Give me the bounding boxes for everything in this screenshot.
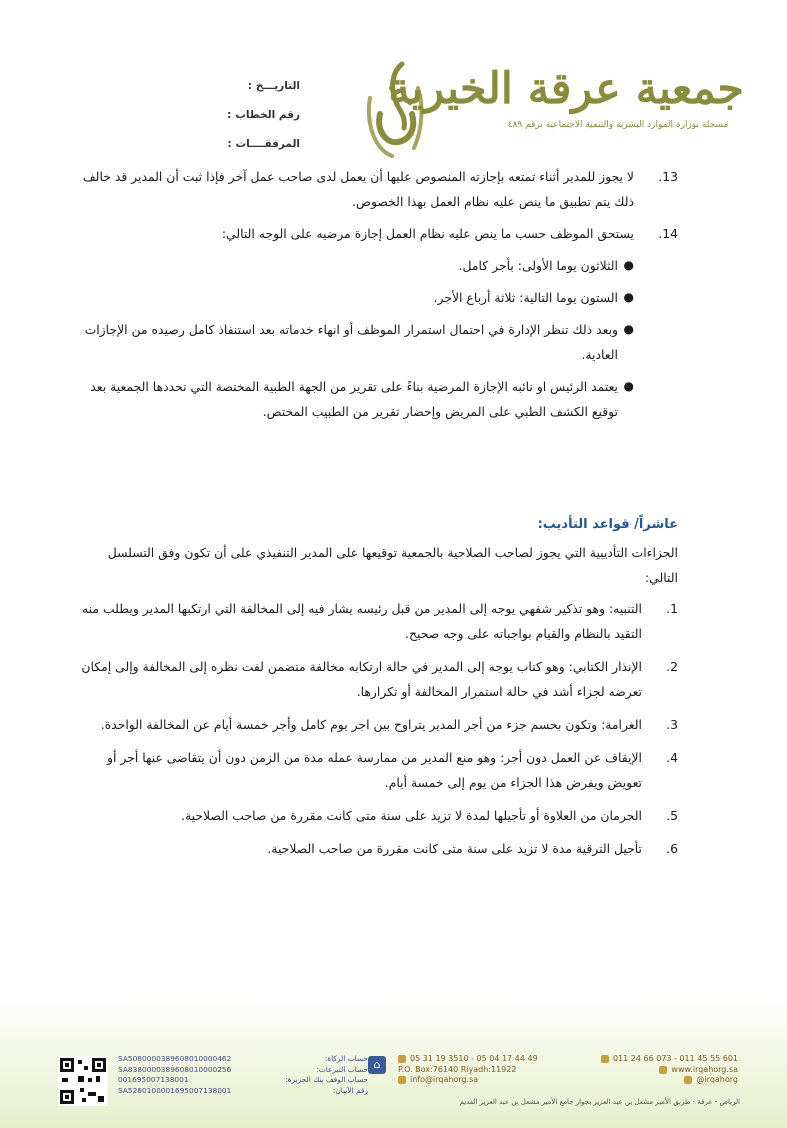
email-icon xyxy=(398,1076,406,1084)
organization-registration: مسجلة بوزارة الموارد البشرية والتنمية الاجتماعية برقم ٤٨٩ xyxy=(507,120,729,130)
penalty-item: 3. الغرامة: وتكون بحسم جزء من أجر المدير يتراوح بين اجر يوم كامل وأجر خمسة أيام عن المخالفة الواحدة. xyxy=(100,717,678,732)
bullet-item: ● يعتمد الرئيس او نائبه الإجازة المرضية بناءً على تقرير من الجهة الطبية المختصة التي تحددها الجمعية بعد توقيع الكشف الطبي على المريض وإحضار تقرير من الطبيب المختص. xyxy=(90,379,634,419)
contact-info: 05 31 19 3510 - 05 04 17 44 49 011 24 66 073 - 011 45 55 601 P.O. Box:76140 Riyadh:11922 www.irqahorg.sa info@irqahorg.sa @irqahorg xyxy=(398,1054,738,1084)
penalty-item: 2. الإنذار الكتابي: وهو كتاب يوجه إلى المدير في حالة ارتكابه مخالفة متضمن لفت نظره إلى المخالفة وإلى إمكان تعرضه لجزاء أشد في حالة استمرار المخالفة أو تكرارها. xyxy=(81,659,678,699)
penalty-item: 5. الحرمان من العلاوة أو تأجيلها لمدة لا تزيد على سنة متى كانت مقررة من صاحب الصلاحية. xyxy=(181,808,678,823)
letterhead xyxy=(0,0,787,165)
penalty-item: 1. التنبيه: وهو تذكير شفهي يوجه إلى المدير من قبل رئيسه يشار فيه إلى المخالفة التي ارتكبها المدير ويطلب منه التقيد بالنظام والقيام بواجباته على وجه صحيح. xyxy=(81,601,678,641)
account-row: SA8380000389608010000256 حساب التبرعات: xyxy=(118,1064,368,1074)
organization-address: الرياض - عرقة - طريق الأمير مشعل بن عبد العزيز بجوار جامع الأمير مشعل بن عبد العزيز القديم xyxy=(459,1098,740,1106)
attachments-field: المرفقــــات: xyxy=(227,138,300,150)
list-item: 13. لا يجوز للمدير أثناء تمتعه بإجازته المنصوص عليها أن يعمل لدى صاحب عمل آخر فإذا ثبت أن المدير قد خالف ذلك يتم تطبيق ما ينص عليه نظام العمل بهذا الخصوص. xyxy=(82,169,678,209)
date-field: التاريـــخ: xyxy=(247,80,300,92)
bank-accounts xyxy=(118,1054,368,1096)
organization-logo xyxy=(388,60,744,155)
web-icon xyxy=(659,1066,667,1074)
qr-code-icon xyxy=(58,1056,108,1106)
section-intro: الجزاءات التأديبية التي يجوز لصاحب الصلاحية بالجمعية توقيعها على المدير التنفيذي على أن تكون وفق التسلسل التالي: xyxy=(107,545,678,585)
phone-icon xyxy=(601,1055,609,1063)
account-row: SA5080000389608010000462 حساب الزكاة: xyxy=(118,1054,368,1063)
bank-icon: ⌂ xyxy=(368,1056,386,1074)
organization-name: جمعية عرقة الخيرية xyxy=(388,64,744,114)
bullet-item: ● الثلاثون يوما الأولى: بأجر كامل. xyxy=(458,258,634,273)
bullet-item: ● وبعد ذلك تنظر الإدارة في احتمال استمرار الموظف أو انهاء خدماته بعد استنفاذ كامل رصيده من الإجازات العادية. xyxy=(84,322,634,362)
social-media-icon xyxy=(684,1076,692,1084)
document-body xyxy=(78,164,678,861)
penalty-item: 6. تأجيل الترقية مدة لا تزيد على سنة متى كانت مقررة من صاحب الصلاحية. xyxy=(267,841,678,856)
letter-meta-fields xyxy=(200,72,300,159)
section-heading: عاشراً/ قواعد التأديب: xyxy=(537,517,678,532)
bullet-item: ● الستون يوما التالية: ثلاثة أرباع الأجر. xyxy=(433,290,634,305)
account-row: SA5260100001695007138001 رقم الآيبان: xyxy=(118,1085,368,1095)
mobile-icon xyxy=(398,1055,406,1063)
account-row: 001695007138001 حساب الوقف بنك الجزيرة: xyxy=(118,1075,368,1084)
penalty-item: 4. الإيقاف عن العمل دون أجر: وهو منع المدير من ممارسة عمله مدة من الزمن دون أن يتقاضى عنها أجر أو تعويض ويفرض هذا الجزاء من يوم إلى خمسة أيام. xyxy=(106,750,678,790)
list-item: 14. يستحق الموظف حسب ما ينص عليه نظام العمل إجازة مرضيه على الوجه التالي: xyxy=(221,226,678,241)
letter-number-field: رقم الخطاب: xyxy=(227,109,300,121)
letterhead-footer xyxy=(0,1000,787,1128)
